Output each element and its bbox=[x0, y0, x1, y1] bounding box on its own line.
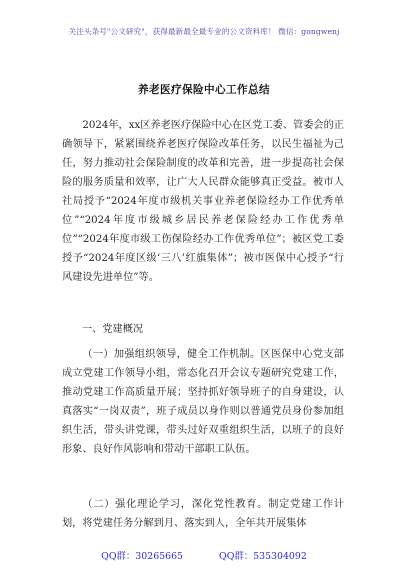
footer-qq-group-1: QQ群：30265665 bbox=[101, 551, 184, 562]
paragraph-text: （二）强化理论学习，深化党性教育。制定党建工作计划，将党建任务分解到月、落实到人，全年共开展集体 bbox=[62, 499, 344, 529]
document-title: 养老医疗保险中心工作总结 bbox=[138, 84, 270, 96]
body-paragraph-organization bbox=[62, 345, 344, 478]
body-paragraph-intro bbox=[62, 116, 344, 307]
section-heading: 一、党建概况 bbox=[82, 324, 144, 335]
header-banner: 关注头条号"公文研究"，获得最新最全最专业的公文资料库！ 微信：gongwenj bbox=[68, 27, 340, 36]
paragraph-text: （一）加强组织领导，健全工作机制。区医保中心党支部成立党建工作领导小组，常态化召开会议专题研究党建工作，推动党建工作高质量开展；坚持抓好领导班子的自身建设，认真落实“一岗双责”，班子成员以身作则以普通党员身份参加组织生活，带头讲党课，带头过好双重组织生活，以班子的良好形象、良好作风影响和带动干部职工队伍。 bbox=[62, 349, 344, 455]
footer-contact bbox=[0, 548, 408, 562]
footer-qq-group-2: QQ群：535304092 bbox=[219, 551, 307, 562]
body-paragraph-study bbox=[62, 495, 344, 533]
paragraph-text: 2024年，xx区养老医疗保险中心在区党工委、管委会的正确领导下，紧紧围绕养老医疗保险改革任务，以民生福祉为己任，努力推动社会保险制度的改革和完善，进一步提高社会保险的服务质量和效率，让广大人民群众能够真正受益。被市人社局授予“2024年度市级机关事业养老保险经办工作优秀单位”“2024年度市级城乡居民养老保险经办工作优秀单位”“2024年度市级工伤保险经办工作优秀单位”；被区党工委授予“2024年度区级‘三八’红旗集体”；被市医保中心授予“行风建设先进单位”等。 bbox=[62, 120, 344, 283]
